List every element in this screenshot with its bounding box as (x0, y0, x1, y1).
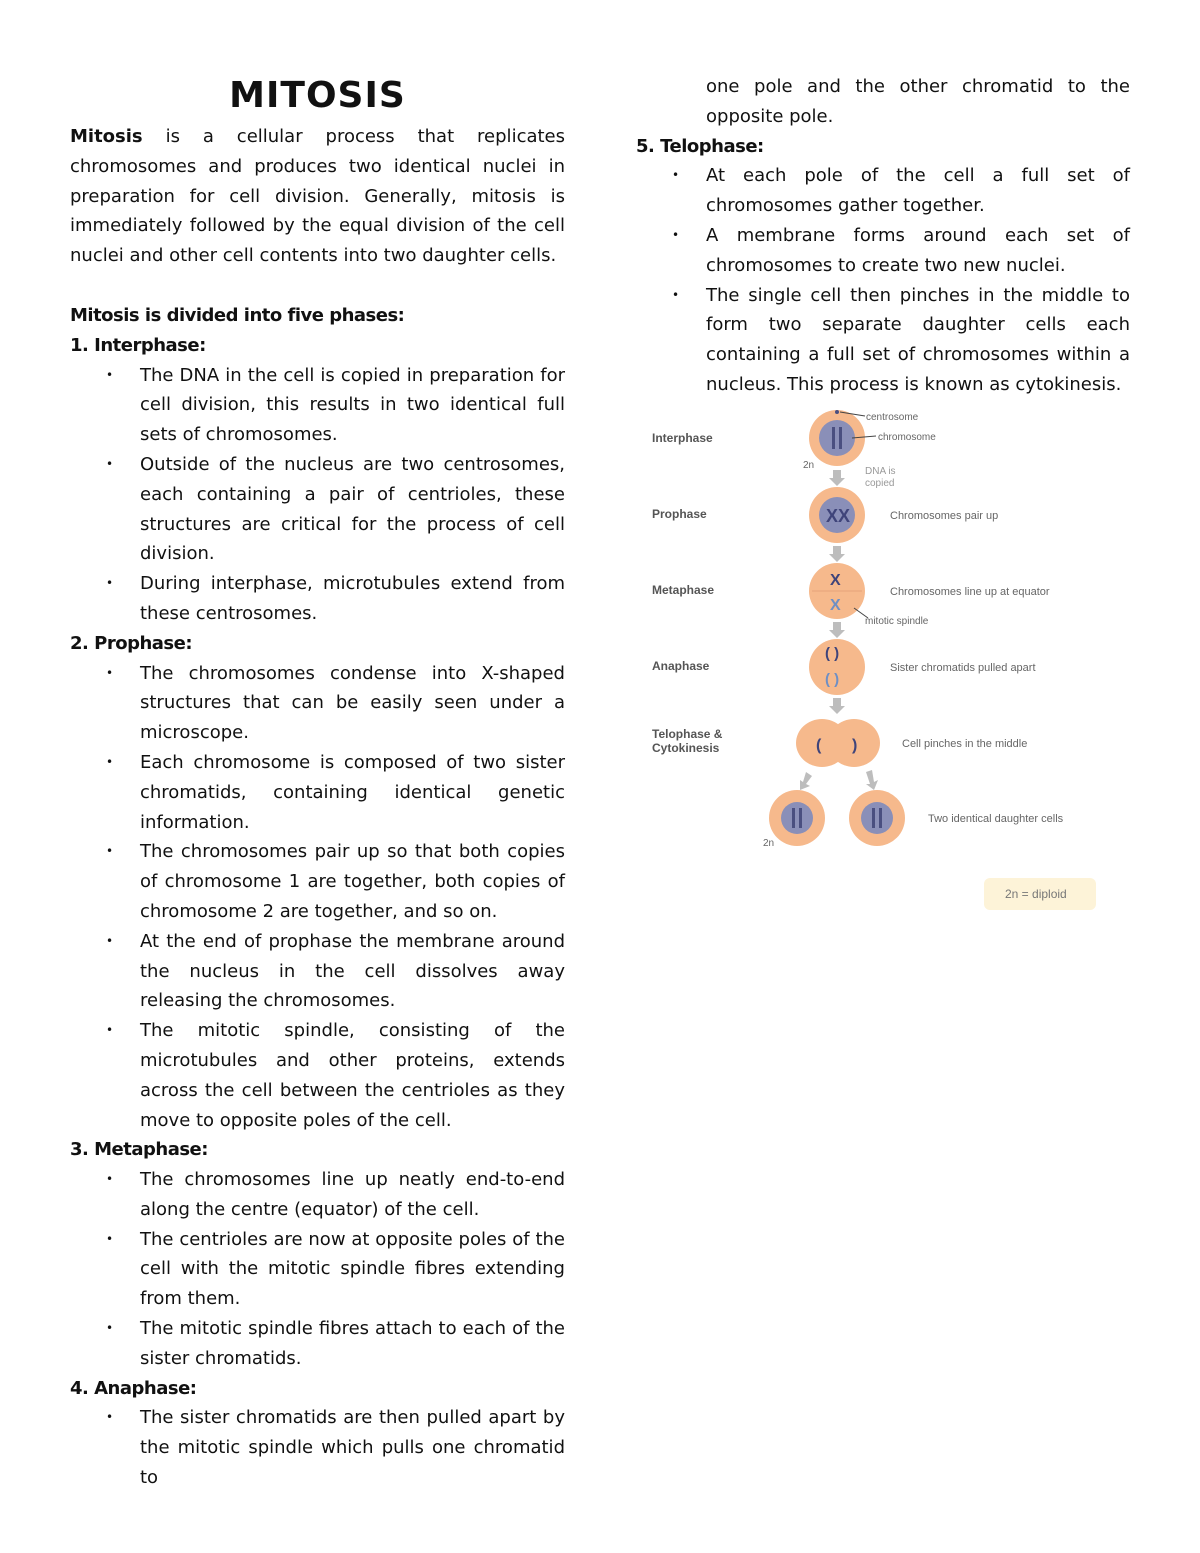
svg-text:( ): ( ) (825, 671, 840, 688)
arrow-1 (829, 470, 845, 486)
phase-heading-prophase: 2. Prophase: (70, 632, 193, 654)
label-daughters: Two identical daughter cells (928, 813, 1064, 825)
list-item: • At the end of prophase the membrane around the nucleus in the cell dissolves away releasing the chromosomes. (140, 927, 565, 1016)
metaphase-list (70, 1165, 565, 1374)
list-item: • The mitotic spindle, consisting of the microtubules and other proteins, extends across the cell between the centrioles as they move to opposite poles of the cell. (140, 1016, 565, 1135)
list-item: • Each chromosome is composed of two sister chromatids, containing identical genetic information. (140, 748, 565, 837)
arrow-4 (829, 698, 845, 714)
phases-intro: Mitosis is divided into five phases: (70, 304, 405, 326)
phase-heading-anaphase: 4. Anaphase: (70, 1377, 197, 1399)
stage-label-cytokinesis: Cytokinesis (652, 741, 720, 755)
list-item: • The DNA in the cell is copied in preparation for cell division, this results in two identical full sets of chromosomes. (140, 361, 565, 450)
label-dna-copied-2: copied (865, 478, 895, 489)
list-item: • At each pole of the cell a full set of chromosomes gather together. (706, 161, 1130, 221)
stage-label-telophase: Telophase & (652, 727, 723, 741)
intro-term: Mitosis (70, 126, 143, 147)
anaphase-continuation: one pole and the other chromatid to the opposite pole. (706, 76, 1130, 127)
label-chromosome: chromosome (878, 432, 936, 443)
label-pair-up: Chromosomes pair up (890, 510, 999, 522)
legend-diploid: 2n = diploid (1005, 887, 1067, 901)
label-pinches: Cell pinches in the middle (902, 738, 1028, 750)
stage-label-anaphase: Anaphase (652, 659, 710, 673)
stage-label-interphase: Interphase (652, 431, 713, 445)
stage-label-prophase: Prophase (652, 507, 707, 521)
daughter-cells (769, 790, 905, 846)
svg-text:): ) (852, 737, 858, 754)
list-item: • The chromosomes condense into X-shaped structures that can be easily seen under a microscope. (140, 659, 565, 748)
list-item: • Outside of the nucleus are two centrosomes, each containing a pair of centrioles, these structures are critical for the process of cell division. (140, 450, 565, 569)
svg-text:XX: XX (826, 506, 851, 526)
interphase-list (70, 361, 565, 629)
metaphase-cell (809, 563, 865, 619)
label-pulled-apart: Sister chromatids pulled apart (890, 662, 1036, 674)
prophase-cell (809, 487, 865, 543)
arrow-2 (829, 546, 845, 562)
list-item: • The mitotic spindle fibres attach to each of the sister chromatids. (140, 1314, 565, 1374)
list-item: • During interphase, microtubules extend from these centrosomes. (140, 569, 565, 629)
intro-text: is a cellular process that replicates chromosomes and produces two identical nuclei in preparation for cell division. Generally, mitosis is immediately followed by the equal division of the cell nuclei and other cell contents into two daughter cells. (70, 126, 565, 267)
telophase-cell (796, 719, 880, 767)
stage-label-metaphase: Metaphase (652, 583, 715, 597)
label-dna-copied-1: DNA is (865, 466, 896, 477)
svg-text:(: ( (816, 737, 822, 754)
svg-text:X: X (830, 572, 841, 589)
anaphase-cell (809, 639, 865, 695)
label-centrosome: centrosome (866, 412, 919, 423)
phase-heading-metaphase: 3. Metaphase: (70, 1139, 208, 1161)
list-item: • A membrane forms around each set of chromosomes to create two new nuclei. (706, 221, 1130, 281)
svg-text:( ): ( ) (825, 645, 840, 662)
label-spindle: mitotic spindle (865, 616, 929, 627)
svg-text:X: X (830, 597, 841, 614)
phase-heading-interphase: 1. Interphase: (70, 334, 206, 356)
list-item: • The sister chromatids are then pulled apart by the mitotic spindle which pulls one chromatid to (140, 1403, 565, 1492)
arrow-6 (866, 770, 878, 790)
intro-paragraph (70, 122, 565, 271)
anaphase-list (70, 1403, 565, 1492)
left-column (70, 74, 565, 1493)
list-item: • The single cell then pinches in the middle to form two separate daughter cells each containing a full set of chromosomes within a nucleus. This process is known as cytokinesis. (706, 281, 1130, 400)
list-item: • The chromosomes pair up so that both copies of chromosome 1 are together, both copies of chromosome 2 are together, and so on. (140, 837, 565, 926)
list-item: • The centrioles are now at opposite poles of the cell with the mitotic spindle fibres extending from them. (140, 1225, 565, 1314)
telophase-list (636, 161, 1130, 399)
phase-heading-telophase: 5. Telophase: (636, 135, 764, 157)
page-title: MITOSIS (229, 75, 406, 116)
list-item: • The chromosomes line up neatly end-to-end along the centre (equator) of the cell. (140, 1165, 565, 1225)
right-column (636, 72, 1130, 400)
prophase-list (70, 659, 565, 1136)
mitosis-diagram-svg (640, 400, 1120, 920)
mitosis-diagram (640, 400, 1120, 901)
arrow-5 (800, 772, 812, 790)
label-2n-top: 2n (803, 460, 815, 471)
label-equator: Chromosomes line up at equator (890, 586, 1050, 598)
arrow-3 (829, 622, 845, 638)
label-2n-bottom: 2n (763, 838, 775, 849)
